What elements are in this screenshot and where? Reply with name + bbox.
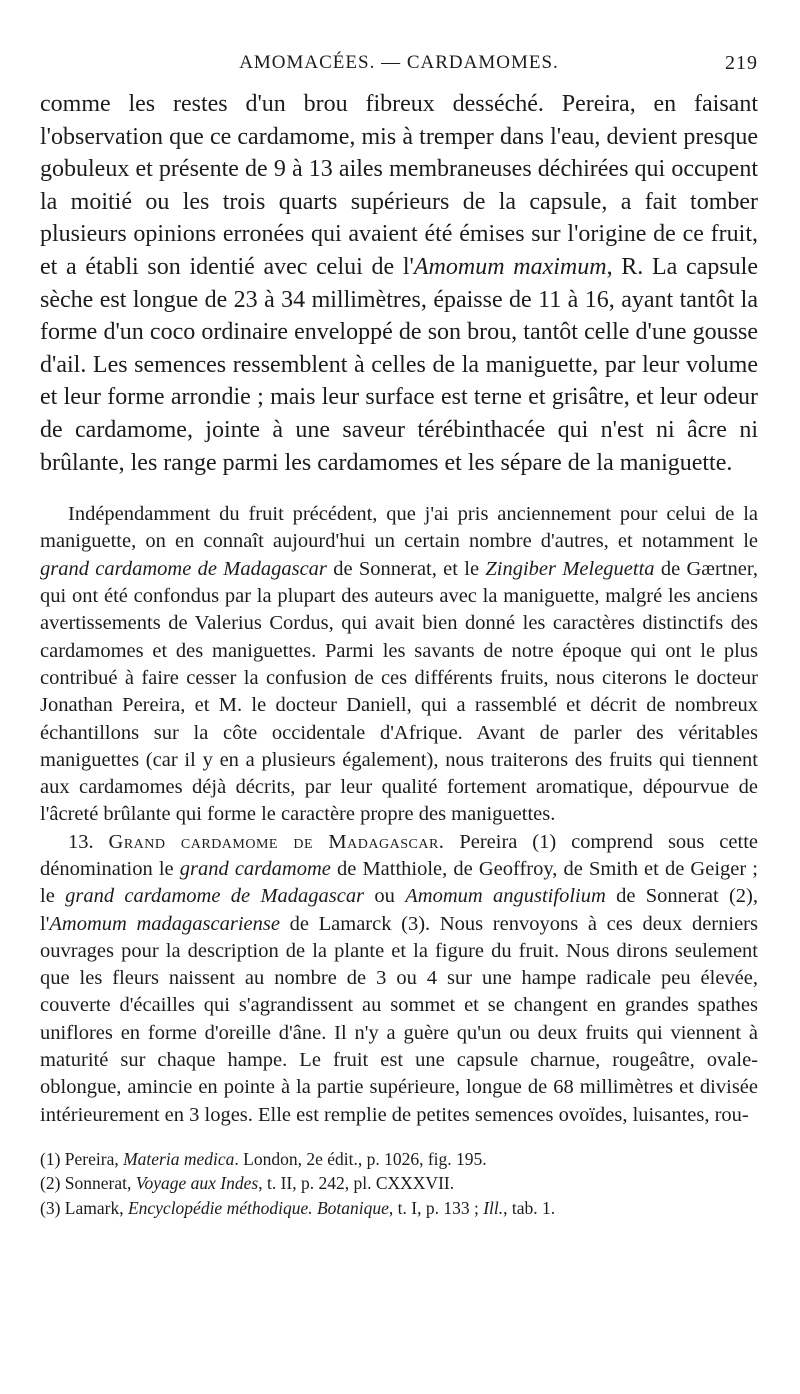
text-run: Indépendamment du fruit précédent, que j'ai pris anciennement pour celui de la maniguette, on en connaît aujourd'hui un certain nombre d'autres, et notamment le [40,503,758,553]
species-name: Amomum angustifolium [405,885,606,908]
book-page [40,48,758,1220]
footnote [40,1196,758,1221]
text-run: de Sonnerat (2), l' [40,885,759,935]
italic-term: grand cardamome de Madagascar [65,885,365,908]
text-run: de Gærtner, qui ont été confondus par la plupart des auteurs avec la maniguette, malgré les anciens avertissements de Valerius Cordus, qui avait bien donné les caractères distinctifs des cardamomes et des maniguettes. Parmi les savants de notre époque qui ont le plus contribué à faire cesser la confusion de ces différents fruits, nous citerons le docteur Jonathan Pereira, et M. le docteur Daniell, qui a rassemblé et décrit de nombreux échantillons sur la côte occidentale d'Afrique. Avant de parler des véritables maniguettes (car il y en a plusieurs également), nous traiterons des fruits qui tiennent aux cardamomes déjà décrits, par leur qualité fortement aromatique, dépourvue de l'âcreté brûlante qui forme le caractère propre des maniguettes. [40,557,758,826]
text-run: de Matthiole, de Geoffroy, de Smith et de Geiger ; le [40,857,758,908]
species-name: Amomum maximum [413,253,607,280]
paragraph-independamment [40,501,758,829]
footnotes [40,1147,758,1221]
footnote-mark: (2) [40,1173,61,1194]
footnote-rest: . London, 2e édit., p. 1026, fig. 195. [234,1148,487,1169]
section-number: 13. [68,830,94,853]
footnote-mark: (1) [40,1148,61,1169]
running-head [40,48,758,78]
italic-term: grand cardamome de Madagascar [40,557,327,580]
footnote-author: Sonnerat, [64,1173,136,1194]
text-run: de Lamarck (3). Nous renvoyons à ces deux derniers ouvrages pour la description de la plante et la figure du fruit. Nous dirons seulement que les fleurs naissent au nombre de 3 ou 4 sur une hampe radicale peu élevée, couverte d'écailles qui s'agrandissent au sommet et se changent en grandes spathes uniflores en forme d'oreille d'âne. Il n'y a guère qu'un ou deux fruits qui viennent à maturité sur chaque hampe. Le fruit est une capsule charnue, rougeâtre, ovale-oblongue, amincie en pointe à la partie supérieure, longue de 68 millimètres et divisée intérieurement en 3 loges. Elle est remplie de petites semences ovoïdes, luisantes, rou- [40,912,758,1126]
species-name: Amomum madagascariense [49,912,280,935]
italic-term: grand cardamome [179,857,331,880]
footnote [40,1147,758,1172]
page-number: 219 [725,52,758,74]
footnote-rest: , t. I, p. 133 ; [388,1197,484,1218]
species-name: Zingiber Meleguetta [485,557,655,580]
footnote [40,1171,758,1196]
text-run: de Sonnerat, et le [326,557,486,580]
footnote-rest: , tab. 1. [503,1197,556,1218]
text-run: Pereira (1) comprend sous cette dénomination le [40,830,758,880]
running-title: AMOMACÉES. — CARDAMOMES. [239,52,559,73]
paragraph-continuation [40,88,758,479]
footnote-rest: , t. II, p. 242, pl. CXXXVII. [258,1173,455,1194]
paragraph-section-13 [40,829,758,1129]
footnote-author: Pereira, [64,1148,124,1169]
footnote-work: Voyage aux Indes [135,1173,259,1194]
text-run: comme les restes d'un brou fibreux desséché. Pereira, en faisant l'observation que ce cardamome, mis à tremper dans l'eau, devient presque gobuleux et présente de 9 à 13 ailes membraneuses déchirées qui occupent la moitié ou les trois quarts supérieurs de la capsule, a fait tomber plusieurs opinions erronées qui avaient été émises sur l'origine de ce fruit, et a établi son identié avec celui de l' [40,91,758,280]
footnote-work: Ill. [483,1197,504,1218]
footnote-author: Lamark, [64,1197,128,1218]
footnote-work: Materia medica [123,1148,235,1169]
footnote-mark: (3) [40,1197,61,1218]
text-run: , R. La capsule sèche est longue de 23 à 34 millimètres, épaisse de 11 à 16, ayant tantôt la forme d'un coco ordinaire enveloppé de son brou, tantôt celle d'une gousse d'ail. Les semences ressemblent à celles de la maniguette, par leur volume et leur forme arrondie ; mais leur surface est terne et grisâtre, et leur odeur de cardamome, jointe à une saveur térébinthacée qui n'est ni âcre ni brûlante, les range parmi les cardamomes et les sépare de la maniguette. [40,253,758,476]
text-run: ou [364,885,406,908]
section-heading: Grand cardamome de Madagascar. [108,830,445,853]
footnote-work: Encyclopédie méthodique. Botanique [127,1197,389,1218]
